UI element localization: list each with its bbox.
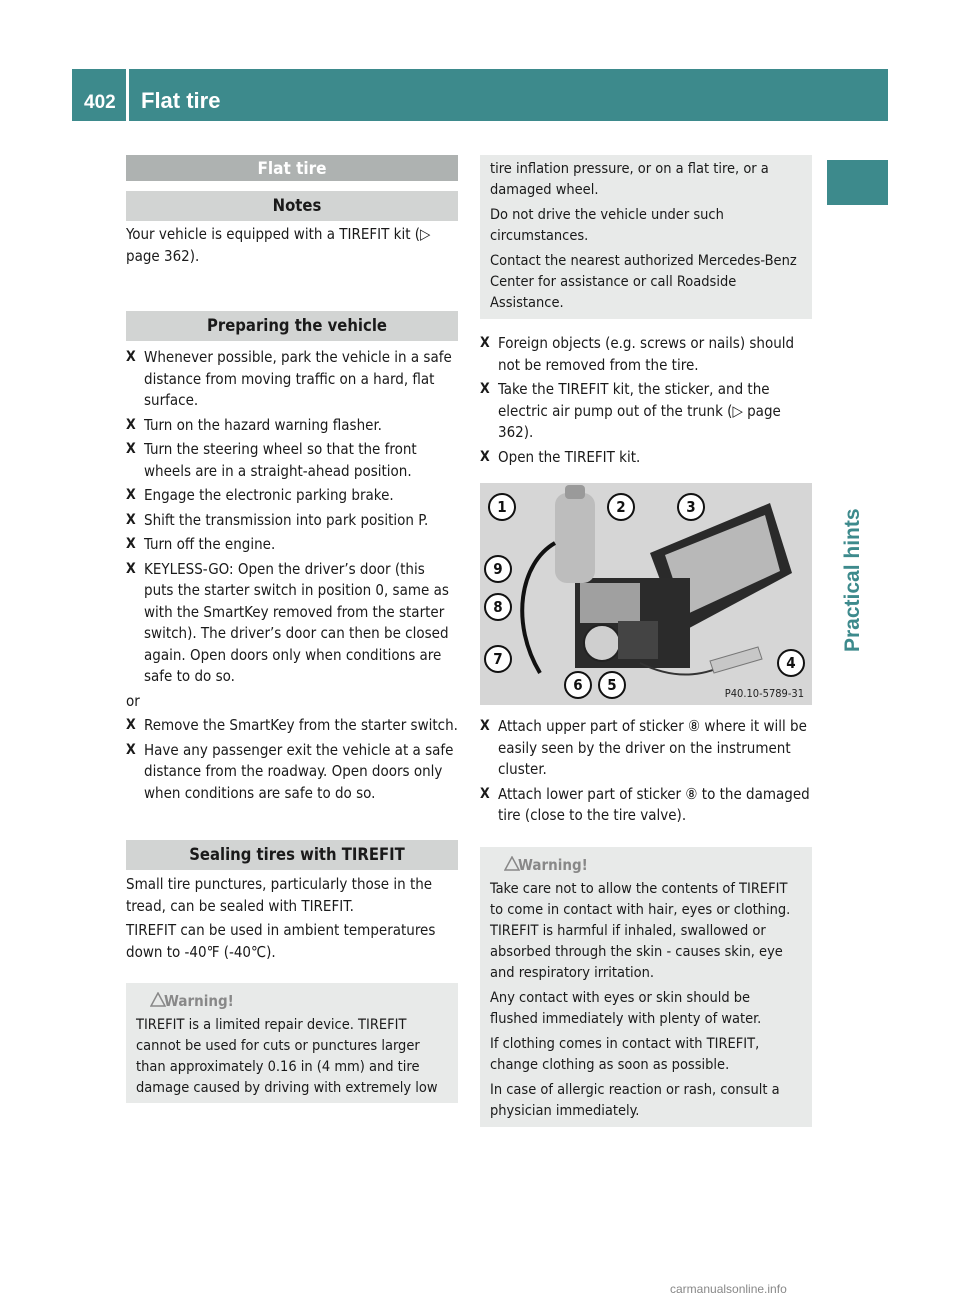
list-item: X Turn on the hazard warning flasher. [126,415,382,434]
warning2-text-2: Any contact with eyes or skin should be flushed immediately with plenty of water. [490,989,762,1027]
or-text: or [126,691,140,710]
list-item: X Foreign objects (e.g. screws or nails) should not be removed from the tire. [480,334,795,374]
warning-icon [150,992,166,1012]
warning-box-2 [480,847,812,1127]
section-title-flat-tire: Flat tire [126,155,458,181]
list-item: X Attach lower part of sticker ⑧ to the damaged tire (close to the tire valve). [480,784,810,824]
page-number: 402 [84,92,116,113]
list-item: X Turn off the engine. [126,535,276,553]
sidebar [827,0,888,1302]
callout-4: 4 [777,649,805,677]
warning-text-2: Do not drive the vehicle under such circumstances. [490,207,724,244]
list-item: X Attach upper part of sticker ⑧ where it will be easily seen by the driver on the instrument cluster. [480,717,807,778]
section-title-notes: Notes [126,191,458,221]
sealing-text-2: TIREFIT can be used in ambient temperatures down to -40℉ (-40℃). [126,921,436,961]
list-item: X KEYLESS-GO: Open the driver’s door (this puts the starter switch in position 0, same as with the SmartKey removed from the starter switch). The driver’s door can then be closed again. Open doors only when conditions are safe to do so. [126,559,449,685]
preparing-steps [126,347,458,688]
right-column-lower [480,716,812,1127]
callout-3: 3 [677,493,705,521]
left-column [126,155,458,1103]
warning-text-3: Contact the nearest authorized Mercedes-Benz Center for assistance or call Roadside Assistance. [490,253,797,311]
warning-heading: Warning! [136,991,448,1011]
figure-code: P40.10-5789-31 [724,687,804,700]
warning2-text-1: Take care not to allow the contents of TIREFIT to come in contact with hair, eyes or clothing. TIREFIT is harmful if inhaled, swallowed or absorbed through the skin - causes skin, eye and respiratory irritation. [490,880,791,981]
callout-7: 7 [484,645,512,673]
tirefit-kit-illustration [480,483,812,705]
sealing-text-1: Small tire punctures, particularly those in the tread, can be sealed with TIREFIT. [126,875,433,915]
warning-text: TIREFIT is a limited repair device. TIREFIT cannot be used for cuts or punctures larger than approximately 0.16 in (4 mm) and tire damage caused by driving with extremely low [136,1017,438,1096]
warning-heading-2: Warning! [490,855,802,875]
list-item: X Whenever possible, park the vehicle in a safe distance from moving traffic on a hard, flat surface. [126,348,452,409]
list-item: X Remove the SmartKey from the starter switch. [126,716,458,734]
list-item: X Turn the steering wheel so that the front wheels are in a straight-ahead position. [126,440,417,480]
warning-box [126,983,458,1103]
warning-icon [504,856,520,876]
warning-box-continued [480,155,812,319]
header-divider [126,69,129,121]
sidebar-label: Practical hints [841,508,864,652]
warning-text-1: tire inflation pressure, or on a flat tire, or a damaged wheel. [490,161,769,198]
list-item: X Shift the transmission into park position P. [126,510,429,529]
callout-2: 2 [607,493,635,521]
callout-6: 6 [564,671,592,699]
callout-9: 9 [484,555,512,583]
list-item: X Open the TIREFIT kit. [480,447,641,466]
section-title-sealing: Sealing tires with TIREFIT [126,840,458,870]
kit-steps [480,333,812,468]
warning2-text-3: If clothing comes in contact with TIREFIT, change clothing as soon as possible. [490,1035,760,1073]
tirefit-kit-figure [480,483,812,705]
watermark: carmanualsonline.info [670,1282,787,1296]
right-column [480,155,812,471]
list-item: X Engage the electronic parking brake. [126,486,394,504]
alt-steps [126,715,458,804]
warning2-text-4: In case of allergic reaction or rash, consult a physician immediately. [490,1081,780,1119]
section-title-preparing: Preparing the vehicle [126,311,458,341]
callout-8: 8 [484,593,512,621]
list-item: X Take the TIREFIT kit, the sticker, and the electric air pump out of the trunk (▷ page 362). [480,380,781,441]
header-title: Flat tire [141,88,221,113]
list-item: X Have any passenger exit the vehicle at a safe distance from the roadway. Open doors only when conditions are safe to do so. [126,740,454,802]
callout-5: 5 [598,671,626,699]
sticker-steps [480,716,812,827]
notes-text: Your vehicle is equipped with a TIREFIT kit (▷ page 362). [126,225,431,265]
callout-1: 1 [488,493,516,521]
